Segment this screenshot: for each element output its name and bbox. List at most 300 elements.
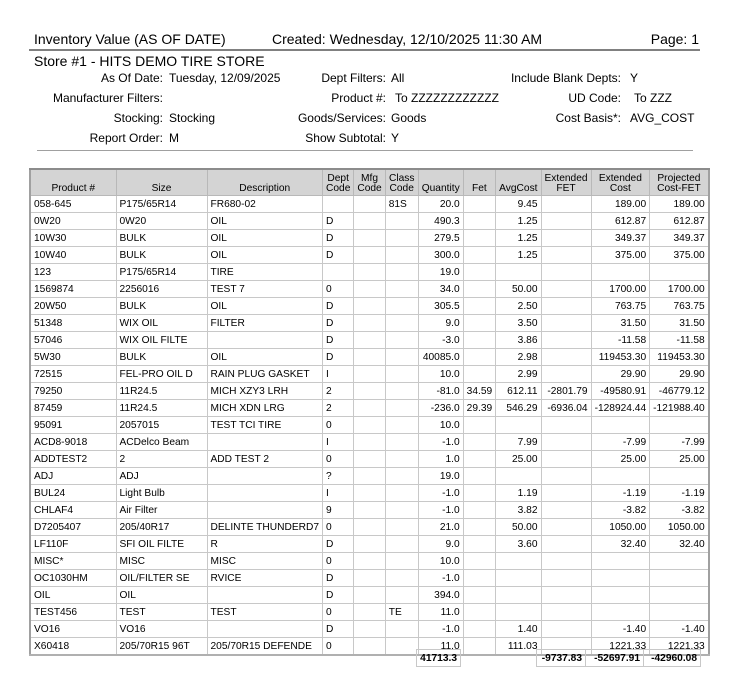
- cell-extended-fet: [541, 196, 591, 213]
- cell-projected-cost-fet: -11.58: [650, 332, 709, 349]
- cell-quantity: 9.0: [418, 315, 463, 332]
- cell-description: OIL: [207, 247, 323, 264]
- cell-projected-cost-fet: [650, 468, 709, 485]
- cell-extended-fet: [541, 536, 591, 553]
- cell-dept-code: [323, 196, 354, 213]
- table-row[interactable]: [30, 621, 709, 638]
- cell-dept-code: 0: [323, 281, 354, 298]
- cell-class-code: [385, 230, 418, 247]
- cell-product: OC1030HM: [30, 570, 116, 587]
- cell-size: BULK: [116, 230, 207, 247]
- cell-avgcost: 612.11: [496, 383, 541, 400]
- table-row[interactable]: [30, 383, 709, 400]
- cell-extended-cost: [591, 587, 650, 604]
- cell-fet: [463, 536, 496, 553]
- cell-fet: [463, 570, 496, 587]
- cell-quantity: 20.0: [418, 196, 463, 213]
- cell-product: 0W20: [30, 213, 116, 230]
- cell-product: 1569874: [30, 281, 116, 298]
- cell-mfg-code: [354, 230, 385, 247]
- cell-avgcost: 1.25: [496, 213, 541, 230]
- total-extended-fet: -9737.83: [537, 650, 586, 667]
- cell-projected-cost-fet: 189.00: [650, 196, 709, 213]
- cell-extended-fet: [541, 213, 591, 230]
- cell-extended-fet: [541, 315, 591, 332]
- include-blank-depts-label: Include Blank Depts:: [510, 71, 621, 85]
- cell-size: BULK: [116, 298, 207, 315]
- cell-projected-cost-fet: -1.19: [650, 485, 709, 502]
- cell-description: [207, 468, 323, 485]
- cell-avgcost: 1.25: [496, 247, 541, 264]
- cell-avgcost: [496, 604, 541, 621]
- cell-dept-code: D: [323, 536, 354, 553]
- cell-description: TEST: [207, 604, 323, 621]
- cell-description: FR680-02: [207, 196, 323, 213]
- cell-projected-cost-fet: 31.50: [650, 315, 709, 332]
- cell-extended-cost: 119453.30: [591, 349, 650, 366]
- cell-class-code: [385, 587, 418, 604]
- cell-projected-cost-fet: -121988.40: [650, 400, 709, 417]
- ud-code-value: To ZZZ: [634, 91, 672, 105]
- cell-quantity: -3.0: [418, 332, 463, 349]
- cell-avgcost: 3.82: [496, 502, 541, 519]
- cell-extended-cost: -49580.91: [591, 383, 650, 400]
- cell-mfg-code: [354, 315, 385, 332]
- cell-fet: [463, 519, 496, 536]
- cell-mfg-code: [354, 196, 385, 213]
- cell-description: [207, 485, 323, 502]
- cell-quantity: 394.0: [418, 587, 463, 604]
- cell-extended-cost: -1.19: [591, 485, 650, 502]
- cell-extended-cost: 349.37: [591, 230, 650, 247]
- cell-extended-fet: [541, 332, 591, 349]
- cell-class-code: [385, 519, 418, 536]
- cell-dept-code: 9: [323, 502, 354, 519]
- cell-class-code: [385, 417, 418, 434]
- cell-dept-code: ?: [323, 468, 354, 485]
- cell-dept-code: 0: [323, 638, 354, 656]
- cell-mfg-code: [354, 247, 385, 264]
- cell-avgcost: 1.25: [496, 230, 541, 247]
- cell-size: SFI OIL FILTE: [116, 536, 207, 553]
- table-row[interactable]: [30, 400, 709, 417]
- cell-mfg-code: [354, 213, 385, 230]
- cell-avgcost: 3.86: [496, 332, 541, 349]
- goods-services-label: Goods/Services:: [297, 111, 386, 125]
- cell-quantity: 490.3: [418, 213, 463, 230]
- cell-projected-cost-fet: 763.75: [650, 298, 709, 315]
- cell-quantity: 19.0: [418, 468, 463, 485]
- cell-extended-cost: 763.75: [591, 298, 650, 315]
- cell-extended-fet: [541, 485, 591, 502]
- cell-projected-cost-fet: [650, 553, 709, 570]
- table-row[interactable]: [30, 536, 709, 553]
- cell-extended-cost: -7.99: [591, 434, 650, 451]
- col-header-projected-cost-fet[interactable]: Projected Cost-FET: [650, 169, 709, 196]
- cell-fet: [463, 553, 496, 570]
- cell-product: 72515: [30, 366, 116, 383]
- cell-dept-code: 2: [323, 383, 354, 400]
- cell-fet: [463, 264, 496, 281]
- dept-filters-label: Dept Filters:: [321, 71, 386, 85]
- cell-product: OIL: [30, 587, 116, 604]
- cell-product: 5W30: [30, 349, 116, 366]
- cell-class-code: [385, 298, 418, 315]
- cell-product: 123: [30, 264, 116, 281]
- ud-code-label: UD Code:: [568, 91, 621, 105]
- col-header-quantity[interactable]: Quantity: [418, 169, 463, 196]
- cell-mfg-code: [354, 298, 385, 315]
- cost-basis-value: AVG_COST: [630, 111, 695, 125]
- cell-class-code: [385, 434, 418, 451]
- cell-size: WIX OIL: [116, 315, 207, 332]
- cell-extended-cost: 31.50: [591, 315, 650, 332]
- show-subtotal-value: Y: [391, 131, 400, 145]
- dept-filters-value: All: [391, 71, 405, 85]
- cell-extended-fet: [541, 587, 591, 604]
- cell-avgcost: 1.40: [496, 621, 541, 638]
- cell-avgcost: 3.60: [496, 536, 541, 553]
- total-fet-blank: [461, 650, 493, 667]
- table-row[interactable]: [30, 264, 709, 281]
- header-divider: [29, 49, 700, 51]
- cell-mfg-code: [354, 570, 385, 587]
- col-header-product[interactable]: Product #: [30, 169, 116, 196]
- table-row[interactable]: [30, 315, 709, 332]
- cell-description: [207, 587, 323, 604]
- cell-fet: 29.39: [463, 400, 496, 417]
- cell-projected-cost-fet: 1050.00: [650, 519, 709, 536]
- table-row[interactable]: [30, 604, 709, 621]
- total-quantity: 41713.3: [417, 650, 461, 667]
- table-row[interactable]: [30, 230, 709, 247]
- cell-projected-cost-fet: [650, 587, 709, 604]
- cell-description: FILTER: [207, 315, 323, 332]
- table-row[interactable]: [30, 247, 709, 264]
- cell-size: WIX OIL FILTE: [116, 332, 207, 349]
- cell-fet: [463, 451, 496, 468]
- col-header-class-code[interactable]: Class Code: [385, 169, 418, 196]
- col-header-extended-fet[interactable]: Extended FET: [541, 169, 591, 196]
- cell-fet: [463, 621, 496, 638]
- cell-product: 57046: [30, 332, 116, 349]
- cell-product: 20W50: [30, 298, 116, 315]
- cell-quantity: 11.0: [418, 604, 463, 621]
- cell-class-code: [385, 638, 418, 656]
- cell-description: [207, 621, 323, 638]
- cell-mfg-code: [354, 519, 385, 536]
- table-row[interactable]: [30, 451, 709, 468]
- table-row[interactable]: [30, 196, 709, 213]
- cell-quantity: -1.0: [418, 434, 463, 451]
- cell-extended-fet: [541, 298, 591, 315]
- cell-product: 10W30: [30, 230, 116, 247]
- table-row[interactable]: [30, 349, 709, 366]
- cell-extended-fet: [541, 553, 591, 570]
- cell-extended-fet: [541, 451, 591, 468]
- cell-description: MICH XZY3 LRH: [207, 383, 323, 400]
- show-subtotal-label: Show Subtotal:: [305, 131, 386, 145]
- cell-mfg-code: [354, 383, 385, 400]
- cell-extended-cost: 1050.00: [591, 519, 650, 536]
- cell-fet: [463, 349, 496, 366]
- table-row[interactable]: [30, 417, 709, 434]
- cell-product: X60418: [30, 638, 116, 656]
- cell-extended-fet: [541, 502, 591, 519]
- cell-extended-fet: [541, 349, 591, 366]
- cell-dept-code: I: [323, 485, 354, 502]
- cell-extended-fet: [541, 230, 591, 247]
- cell-mfg-code: [354, 587, 385, 604]
- cell-extended-fet: [541, 366, 591, 383]
- include-blank-depts-value: Y: [630, 71, 639, 85]
- cell-description: MISC: [207, 553, 323, 570]
- cell-mfg-code: [354, 638, 385, 656]
- cell-description: RAIN PLUG GASKET: [207, 366, 323, 383]
- cell-mfg-code: [354, 468, 385, 485]
- cell-description: OIL: [207, 230, 323, 247]
- table-row[interactable]: [30, 485, 709, 502]
- totals-row: [416, 649, 701, 667]
- cell-size: OIL: [116, 587, 207, 604]
- created-timestamp: Created: Wednesday, 12/10/2025 11:30 AM: [272, 31, 543, 47]
- cell-fet: [463, 196, 496, 213]
- col-header-fet[interactable]: Fet: [463, 169, 496, 196]
- cell-extended-cost: 32.40: [591, 536, 650, 553]
- parameters-divider: [37, 150, 693, 151]
- cell-extended-fet: [541, 468, 591, 485]
- cell-size: P175/65R14: [116, 264, 207, 281]
- cell-dept-code: 0: [323, 451, 354, 468]
- cell-size: Air Filter: [116, 502, 207, 519]
- cell-projected-cost-fet: [650, 604, 709, 621]
- cell-dept-code: [323, 264, 354, 281]
- cell-projected-cost-fet: 1221.33: [650, 638, 709, 656]
- cell-product: ADDTEST2: [30, 451, 116, 468]
- cell-quantity: 34.0: [418, 281, 463, 298]
- cell-projected-cost-fet: -1.40: [650, 621, 709, 638]
- cell-quantity: -1.0: [418, 570, 463, 587]
- cell-dept-code: D: [323, 230, 354, 247]
- table-row[interactable]: [30, 366, 709, 383]
- cell-avgcost: 546.29: [496, 400, 541, 417]
- cell-quantity: -1.0: [418, 485, 463, 502]
- col-header-mfg-code[interactable]: Mfg Code: [354, 169, 385, 196]
- cell-quantity: 279.5: [418, 230, 463, 247]
- cell-class-code: 81S: [385, 196, 418, 213]
- cell-avgcost: 3.50: [496, 315, 541, 332]
- cell-quantity: 300.0: [418, 247, 463, 264]
- cell-fet: [463, 434, 496, 451]
- cell-extended-fet: -2801.79: [541, 383, 591, 400]
- cell-quantity: 40085.0: [418, 349, 463, 366]
- cell-description: RVICE: [207, 570, 323, 587]
- manufacturer-filters-label: Manufacturer Filters:: [52, 91, 163, 105]
- cell-extended-fet: [541, 604, 591, 621]
- cell-class-code: [385, 213, 418, 230]
- cell-description: ADD TEST 2: [207, 451, 323, 468]
- cell-fet: [463, 281, 496, 298]
- cell-mfg-code: [354, 434, 385, 451]
- table-row[interactable]: [30, 587, 709, 604]
- cell-extended-cost: -11.58: [591, 332, 650, 349]
- cell-product: 87459: [30, 400, 116, 417]
- cell-extended-cost: [591, 553, 650, 570]
- cell-projected-cost-fet: 119453.30: [650, 349, 709, 366]
- as-of-date-label: As Of Date:: [100, 71, 163, 85]
- page-number: Page: 1: [650, 31, 699, 47]
- cell-avgcost: 2.98: [496, 349, 541, 366]
- cell-dept-code: 0: [323, 417, 354, 434]
- cell-description: OIL: [207, 213, 323, 230]
- cell-mfg-code: [354, 536, 385, 553]
- cell-extended-cost: -1.40: [591, 621, 650, 638]
- col-header-avgcost[interactable]: AvgCost: [496, 169, 541, 196]
- cell-fet: [463, 230, 496, 247]
- col-header-dept-code[interactable]: Dept Code: [323, 169, 354, 196]
- table-row[interactable]: [30, 468, 709, 485]
- cell-dept-code: D: [323, 315, 354, 332]
- cell-mfg-code: [354, 621, 385, 638]
- cell-projected-cost-fet: -46779.12: [650, 383, 709, 400]
- cell-description: R: [207, 536, 323, 553]
- cell-class-code: [385, 332, 418, 349]
- cell-fet: [463, 247, 496, 264]
- report-order-label: Report Order:: [89, 131, 163, 145]
- cell-size: FEL-PRO OIL D: [116, 366, 207, 383]
- cell-dept-code: 2: [323, 400, 354, 417]
- cell-fet: [463, 332, 496, 349]
- cell-fet: 34.59: [463, 383, 496, 400]
- report-order-value: M: [169, 131, 179, 145]
- cell-quantity: 10.0: [418, 553, 463, 570]
- cell-quantity: 10.0: [418, 366, 463, 383]
- cell-product: BUL24: [30, 485, 116, 502]
- cell-extended-fet: [541, 570, 591, 587]
- cell-product: VO16: [30, 621, 116, 638]
- cell-mfg-code: [354, 417, 385, 434]
- cell-dept-code: 0: [323, 553, 354, 570]
- cell-size: BULK: [116, 247, 207, 264]
- cell-avgcost: 111.03: [496, 638, 541, 656]
- cell-class-code: [385, 247, 418, 264]
- cell-projected-cost-fet: [650, 417, 709, 434]
- cell-quantity: 11.0: [418, 638, 463, 656]
- cell-projected-cost-fet: 1700.00: [650, 281, 709, 298]
- cell-product: LF110F: [30, 536, 116, 553]
- cell-extended-cost: 25.00: [591, 451, 650, 468]
- cell-quantity: 9.0: [418, 536, 463, 553]
- table-row[interactable]: [30, 332, 709, 349]
- cell-extended-fet: [541, 281, 591, 298]
- cell-product: 79250: [30, 383, 116, 400]
- cell-dept-code: D: [323, 570, 354, 587]
- cell-projected-cost-fet: -7.99: [650, 434, 709, 451]
- cell-class-code: [385, 366, 418, 383]
- cell-class-code: [385, 315, 418, 332]
- cell-projected-cost-fet: 349.37: [650, 230, 709, 247]
- cell-size: Light Bulb: [116, 485, 207, 502]
- cell-fet: [463, 485, 496, 502]
- cell-extended-fet: [541, 264, 591, 281]
- stocking-label: Stocking:: [113, 111, 163, 125]
- cell-product: 058-645: [30, 196, 116, 213]
- goods-services-value: Goods: [391, 111, 427, 125]
- table-row[interactable]: [30, 570, 709, 587]
- cell-class-code: [385, 468, 418, 485]
- cell-product: 10W40: [30, 247, 116, 264]
- cell-mfg-code: [354, 264, 385, 281]
- table-header-row: [30, 169, 709, 196]
- cell-extended-cost: 612.87: [591, 213, 650, 230]
- cell-dept-code: D: [323, 213, 354, 230]
- cell-dept-code: D: [323, 298, 354, 315]
- cell-size: 2: [116, 451, 207, 468]
- cell-description: [207, 502, 323, 519]
- cell-class-code: [385, 451, 418, 468]
- cell-product: MISC*: [30, 553, 116, 570]
- cell-class-code: [385, 264, 418, 281]
- cell-size: 0W20: [116, 213, 207, 230]
- table-row[interactable]: [30, 553, 709, 570]
- cost-basis-label: Cost Basis*:: [555, 111, 621, 125]
- table-row[interactable]: [30, 434, 709, 451]
- cell-class-code: [385, 536, 418, 553]
- cell-projected-cost-fet: [650, 570, 709, 587]
- cell-dept-code: 0: [323, 604, 354, 621]
- col-header-extended-cost[interactable]: Extended Cost: [591, 169, 650, 196]
- cell-description: [207, 434, 323, 451]
- cell-size: ADJ: [116, 468, 207, 485]
- cell-fet: [463, 417, 496, 434]
- cell-mfg-code: [354, 332, 385, 349]
- cell-quantity: -81.0: [418, 383, 463, 400]
- cell-size: 2256016: [116, 281, 207, 298]
- cell-product: D7205407: [30, 519, 116, 536]
- cell-fet: [463, 502, 496, 519]
- table-row[interactable]: [30, 281, 709, 298]
- cell-avgcost: 25.00: [496, 451, 541, 468]
- cell-fet: [463, 213, 496, 230]
- col-header-size[interactable]: Size: [116, 169, 207, 196]
- cell-product: TEST456: [30, 604, 116, 621]
- cell-quantity: -1.0: [418, 502, 463, 519]
- cell-description: 205/70R15 DEFENDE: [207, 638, 323, 656]
- cell-projected-cost-fet: 375.00: [650, 247, 709, 264]
- cell-projected-cost-fet: 29.90: [650, 366, 709, 383]
- cell-mfg-code: [354, 400, 385, 417]
- cell-extended-cost: 1700.00: [591, 281, 650, 298]
- table-row[interactable]: [30, 519, 709, 536]
- cell-fet: [463, 604, 496, 621]
- cell-extended-fet: -6936.04: [541, 400, 591, 417]
- cell-quantity: 305.5: [418, 298, 463, 315]
- cell-projected-cost-fet: 25.00: [650, 451, 709, 468]
- cell-projected-cost-fet: [650, 264, 709, 281]
- report-title-row: [34, 31, 699, 49]
- cell-product: 51348: [30, 315, 116, 332]
- table-row[interactable]: [30, 298, 709, 315]
- store-name: Store #1 - HITS DEMO TIRE STORE: [34, 53, 265, 69]
- table-row[interactable]: [30, 213, 709, 230]
- cell-dept-code: 0: [323, 519, 354, 536]
- as-of-date-value: Tuesday, 12/09/2025: [169, 71, 281, 85]
- col-header-description[interactable]: Description: [207, 169, 323, 196]
- cell-projected-cost-fet: 612.87: [650, 213, 709, 230]
- cell-fet: [463, 468, 496, 485]
- table-row[interactable]: [30, 502, 709, 519]
- cell-quantity: -1.0: [418, 621, 463, 638]
